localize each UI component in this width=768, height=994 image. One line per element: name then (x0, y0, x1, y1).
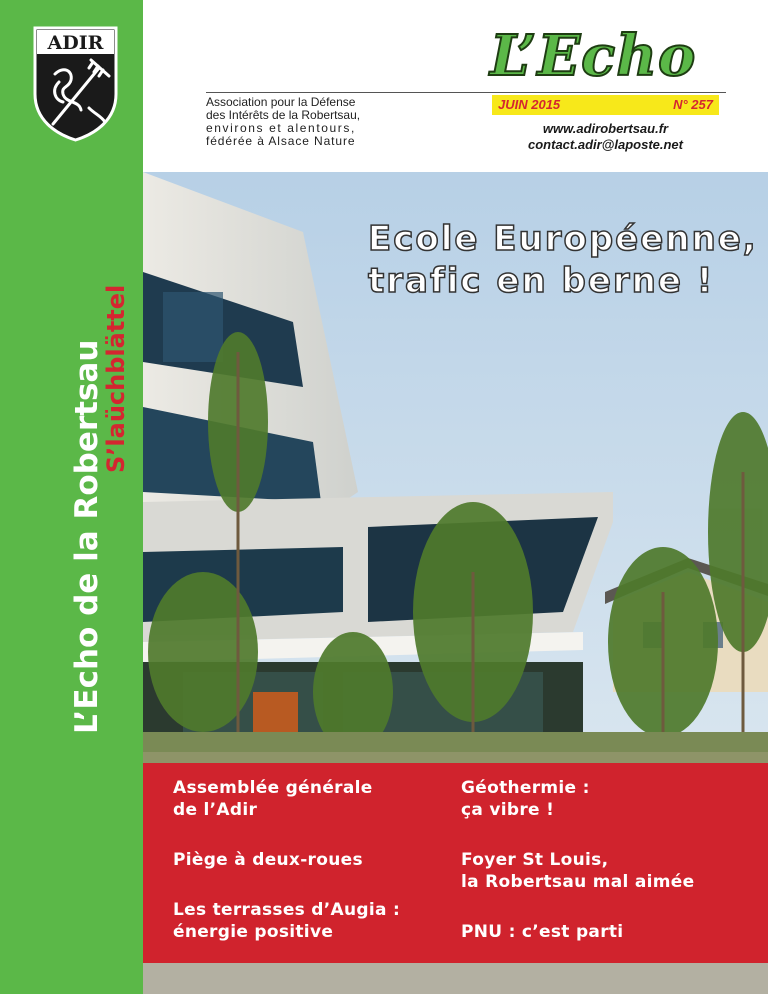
contents-line: Assemblée générale (173, 778, 373, 798)
association-line: environs et alentours, (206, 121, 356, 135)
contents-line: de l’Adir (173, 800, 258, 820)
contents-line: énergie positive (173, 922, 334, 942)
contents-item[interactable] (173, 777, 373, 821)
association-text (206, 96, 378, 148)
association-line: des Intérêts de la Robertsau, (206, 108, 361, 122)
header-rule (206, 92, 726, 93)
issue-date: JUIN 2015 (498, 97, 561, 112)
contents-line: PNU : c’est parti (461, 922, 624, 942)
contents-item[interactable] (461, 849, 694, 893)
issue-bar (492, 95, 719, 115)
website-link[interactable]: www.adirobertsau.fr (542, 121, 669, 136)
contents-item[interactable] (461, 777, 590, 821)
email-link[interactable]: contact.adir@laposte.net (528, 137, 683, 152)
sidebar-title: L’Echo de la Robertsau (69, 339, 105, 734)
sidebar (0, 0, 143, 994)
contents-box (143, 763, 768, 963)
logo-text: ADIR (47, 32, 104, 54)
headline-line: Ecole Européenne, (368, 219, 758, 259)
sidebar-subtitle: S’laüchblättel (102, 284, 130, 473)
contents-item[interactable] (461, 921, 623, 943)
contents-line: Géothermie : (461, 778, 590, 798)
association-line: Association pour la Défense (206, 95, 356, 109)
contents-line: ça vibre ! (461, 800, 555, 820)
contents-line: Piège à deux-roues (173, 850, 363, 870)
contents-line: Les terrasses d’Augia : (173, 900, 401, 920)
masthead-title: L’Echo (490, 23, 697, 89)
issue-number: N° 257 (673, 97, 713, 112)
contents-item[interactable] (173, 849, 363, 871)
contents-line: Foyer St Louis, (461, 850, 609, 870)
cover-headline (368, 218, 758, 302)
adir-logo (33, 24, 118, 142)
contents-item[interactable] (173, 899, 400, 943)
headline-line: trafic en berne ! (368, 261, 715, 301)
contact-block (492, 121, 719, 153)
association-line: fédérée à Alsace Nature (206, 134, 356, 148)
contents-line: la Robertsau mal aimée (461, 872, 695, 892)
